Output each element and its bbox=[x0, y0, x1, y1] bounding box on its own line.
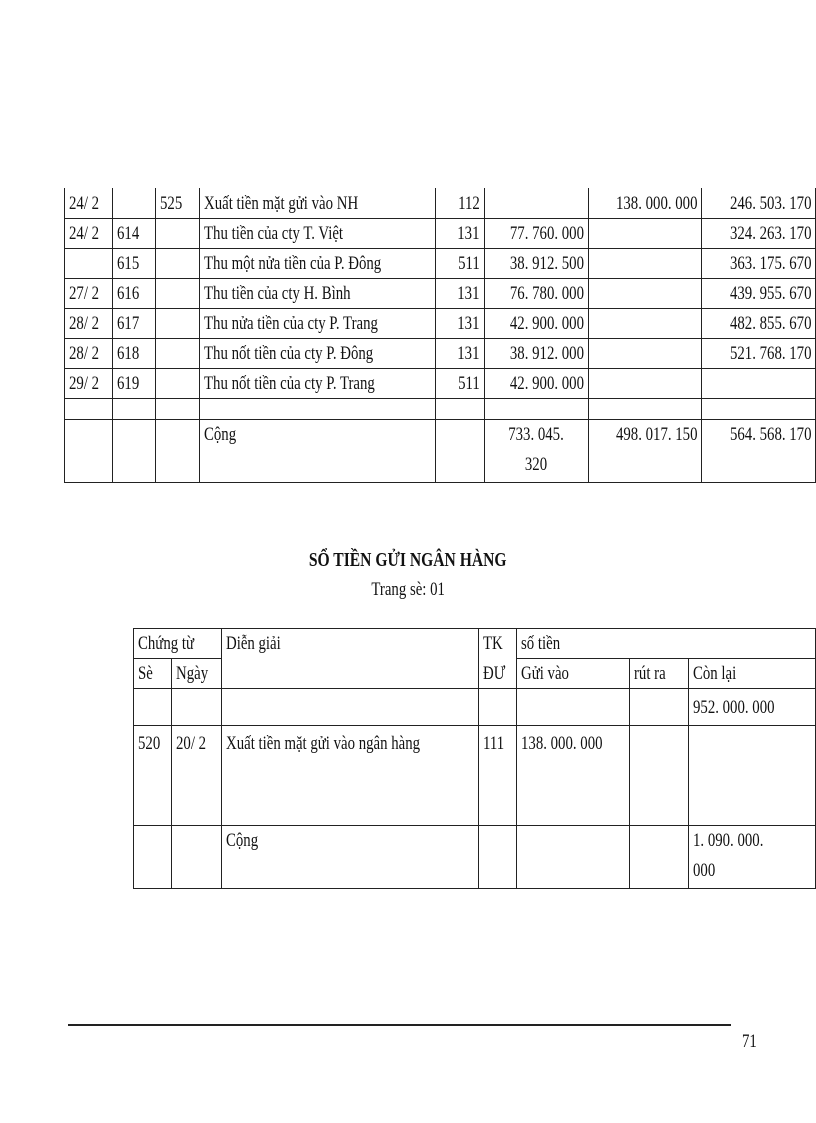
row-payment-no bbox=[156, 249, 200, 279]
header-voucher-date: Ngày bbox=[171, 659, 221, 689]
row-debit: 77. 760. 000 bbox=[484, 219, 588, 249]
cash-total-debit: 733. 045. 320 bbox=[484, 420, 588, 483]
header-account-bottom: ĐƯ bbox=[479, 659, 516, 689]
entry-remaining bbox=[689, 726, 816, 826]
row-date: 24/ 2 bbox=[65, 189, 113, 219]
bank-total-row bbox=[134, 826, 816, 889]
row-debit: 76. 780. 000 bbox=[484, 279, 588, 309]
row-balance: 246. 503. 170 bbox=[702, 189, 816, 219]
row-description: Thu nửa tiền của cty P. Trang bbox=[199, 309, 435, 339]
row-payment-no bbox=[156, 309, 200, 339]
row-balance: 439. 955. 670 bbox=[702, 279, 816, 309]
row-debit: 38. 912. 500 bbox=[484, 249, 588, 279]
row-credit bbox=[588, 369, 702, 399]
cash-ledger-row bbox=[65, 369, 816, 399]
header-description: Diễn giải bbox=[221, 629, 479, 689]
opening-balance: 952. 000. 000 bbox=[689, 689, 816, 726]
row-description: Thu một nửa tiền của P. Đông bbox=[199, 249, 435, 279]
row-payment-no bbox=[156, 219, 200, 249]
cash-ledger-row bbox=[65, 189, 816, 219]
header-amount: số tiền bbox=[516, 629, 815, 659]
entry-no: 520 bbox=[134, 726, 172, 826]
row-payment-no bbox=[156, 339, 200, 369]
entry-deposit: 138. 000. 000 bbox=[516, 726, 630, 826]
row-date: 28/ 2 bbox=[65, 309, 113, 339]
cash-ledger-row bbox=[65, 339, 816, 369]
cash-ledger-row bbox=[65, 309, 816, 339]
row-date: 28/ 2 bbox=[65, 339, 113, 369]
row-receipt-no: 619 bbox=[112, 369, 156, 399]
row-debit: 42. 900. 000 bbox=[484, 369, 588, 399]
bank-header-row-1 bbox=[134, 629, 816, 659]
cash-total-balance: 564. 568. 170 bbox=[702, 420, 816, 483]
row-credit bbox=[588, 279, 702, 309]
row-credit bbox=[588, 309, 702, 339]
row-description: Thu nốt tiền của cty P. Đông bbox=[199, 339, 435, 369]
row-debit bbox=[484, 189, 588, 219]
row-receipt-no: 617 bbox=[112, 309, 156, 339]
entry-withdraw bbox=[630, 726, 689, 826]
row-description: Xuất tiền mặt gửi vào NH bbox=[199, 189, 435, 219]
row-account: 112 bbox=[436, 189, 485, 219]
cash-ledger-row bbox=[65, 219, 816, 249]
row-debit: 38. 912. 000 bbox=[484, 339, 588, 369]
row-description: Thu tiền của cty T. Việt bbox=[199, 219, 435, 249]
header-account-top: TK bbox=[479, 629, 516, 659]
row-date: 24/ 2 bbox=[65, 219, 113, 249]
row-balance: 521. 768. 170 bbox=[702, 339, 816, 369]
row-receipt-no bbox=[112, 189, 156, 219]
row-description: Thu tiền của cty H. Bình bbox=[199, 279, 435, 309]
row-account: 131 bbox=[436, 309, 485, 339]
entry-description: Xuất tiền mặt gửi vào ngân hàng bbox=[221, 726, 479, 826]
row-account: 511 bbox=[436, 369, 485, 399]
bank-entry-row bbox=[134, 726, 816, 826]
entry-account: 111 bbox=[479, 726, 516, 826]
row-account: 131 bbox=[436, 219, 485, 249]
row-date bbox=[65, 249, 113, 279]
row-credit bbox=[588, 249, 702, 279]
bank-book-title: SỔ TIỀN GỬI NGÂN HÀNG bbox=[309, 549, 507, 571]
row-payment-no bbox=[156, 369, 200, 399]
row-date: 29/ 2 bbox=[65, 369, 113, 399]
bank-total-remaining: 1. 090. 000. 000 bbox=[689, 826, 816, 889]
row-account: 131 bbox=[436, 339, 485, 369]
page-number: 71 bbox=[742, 1031, 757, 1052]
row-balance: 482. 855. 670 bbox=[702, 309, 816, 339]
bank-total-label: Cộng bbox=[221, 826, 479, 889]
row-receipt-no: 616 bbox=[112, 279, 156, 309]
entry-date: 20/ 2 bbox=[171, 726, 221, 826]
cash-ledger-total-row bbox=[65, 420, 816, 483]
row-receipt-no: 618 bbox=[112, 339, 156, 369]
row-credit: 138. 000. 000 bbox=[588, 189, 702, 219]
row-debit: 42. 900. 000 bbox=[484, 309, 588, 339]
header-remaining: Còn lại bbox=[689, 659, 816, 689]
bank-opening-row bbox=[134, 689, 816, 726]
header-withdraw: rút ra bbox=[630, 659, 689, 689]
row-balance bbox=[702, 369, 816, 399]
row-payment-no: 525 bbox=[156, 189, 200, 219]
header-voucher-no: Sè bbox=[134, 659, 172, 689]
row-balance: 363. 175. 670 bbox=[702, 249, 816, 279]
row-balance: 324. 263. 170 bbox=[702, 219, 816, 249]
footer-rule bbox=[68, 1024, 731, 1026]
header-voucher: Chứng từ bbox=[134, 629, 222, 659]
row-receipt-no: 615 bbox=[112, 249, 156, 279]
bank-book-table bbox=[133, 628, 816, 889]
cash-ledger-row bbox=[65, 249, 816, 279]
row-account: 511 bbox=[436, 249, 485, 279]
header-deposit: Gửi vào bbox=[516, 659, 630, 689]
cash-ledger-empty-row bbox=[65, 399, 816, 420]
cash-total-credit: 498. 017. 150 bbox=[588, 420, 702, 483]
row-credit bbox=[588, 219, 702, 249]
row-description: Thu nốt tiền của cty P. Trang bbox=[199, 369, 435, 399]
cash-ledger-table bbox=[64, 188, 816, 483]
bank-book-page: Trang sè: 01 bbox=[371, 579, 445, 600]
row-payment-no bbox=[156, 279, 200, 309]
row-date: 27/ 2 bbox=[65, 279, 113, 309]
cash-ledger-row bbox=[65, 279, 816, 309]
cash-total-label: Cộng bbox=[199, 420, 435, 483]
row-credit bbox=[588, 339, 702, 369]
row-receipt-no: 614 bbox=[112, 219, 156, 249]
row-account: 131 bbox=[436, 279, 485, 309]
